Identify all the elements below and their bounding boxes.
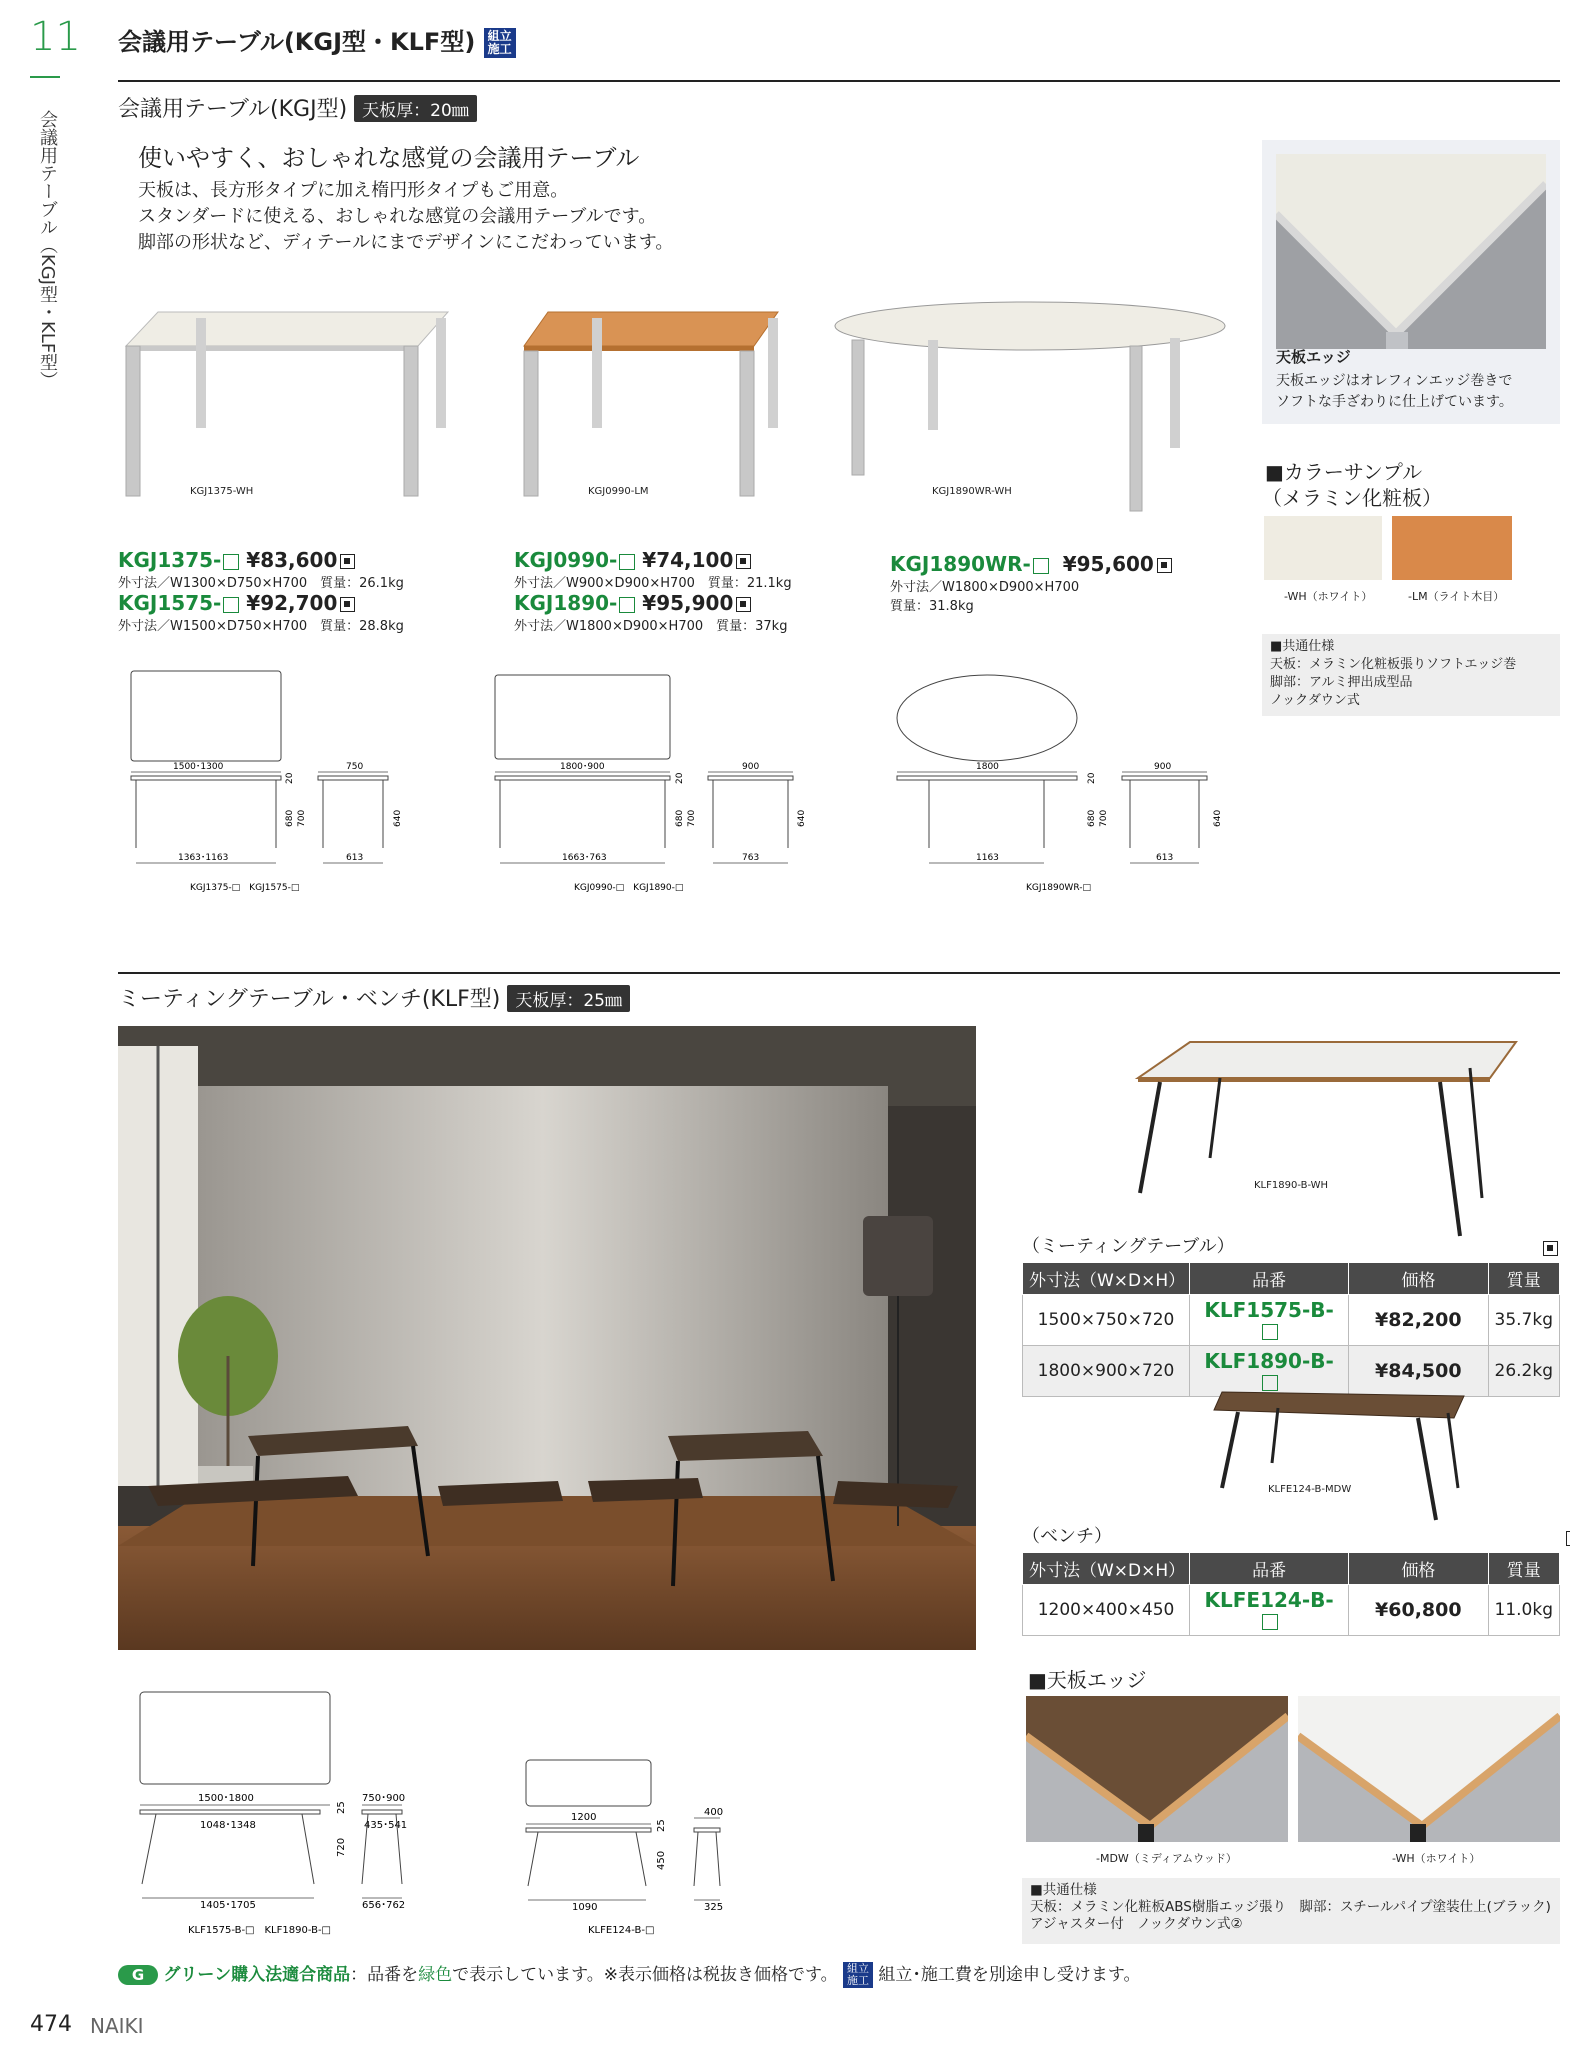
table-row [1023, 1585, 1560, 1636]
kgj-drawing-1 [128, 668, 428, 893]
dim-width: 1800 [976, 762, 999, 772]
common-line: 天板：メラミン化粧板張りソフトエッジ巻 [1270, 657, 1517, 672]
col-header: 価格 [1349, 1263, 1488, 1295]
photo-label: KGJ0990-LM [588, 486, 649, 497]
footer-note [118, 1960, 1141, 1988]
color-sample-title: ■カラーサンプル [1265, 460, 1423, 484]
kgj-desc-line: 天板は、長方形タイプに加え楕円形タイプもご用意。 [138, 180, 569, 201]
kgj-product-2 [514, 548, 792, 634]
common-title: ■共通仕様 [1270, 639, 1335, 654]
assembly-icon [340, 554, 355, 569]
dim-h1: 20 [1087, 772, 1097, 784]
edge-title: 天板エッジ [1276, 348, 1351, 366]
color-code-box [223, 554, 239, 570]
product-code: KGJ1890WR- [890, 552, 1031, 576]
col-header: 外寸法（W×D×H） [1023, 1553, 1190, 1585]
chapter-number: 11 [30, 14, 81, 60]
product-spec: 外寸法／W1300×D750×H700 質量：26.1kg [118, 576, 404, 591]
dim-base-width: 1663･763 [562, 853, 607, 863]
dim-h1: 20 [675, 772, 685, 784]
header-rule [118, 80, 1560, 82]
green-text: ：品番を [350, 1965, 419, 1985]
color-code-box [619, 554, 635, 570]
drawing-caption: KGJ1375-□ KGJ1575-□ [190, 883, 300, 893]
color-code-box [1033, 558, 1049, 574]
dim-h4: 640 [797, 809, 807, 827]
product-code: KGJ1575- [118, 591, 222, 615]
product-spec: 外寸法／W1500×D750×H700 質量：28.8kg [118, 619, 404, 634]
kgj-thickness-badge: 天板厚：20㎜ [354, 95, 477, 122]
color-code-box [619, 597, 635, 613]
dim-depth: 900 [1154, 762, 1172, 772]
klf-common-spec [1022, 1878, 1560, 1944]
cell-mass: 26.2kg [1488, 1346, 1560, 1397]
kgj-description [138, 178, 673, 256]
col-header: 品番 [1190, 1263, 1349, 1295]
common-line: ノックダウン式 [1270, 693, 1360, 708]
klf-table-drawing [128, 1688, 408, 1940]
bench-caption: （ベンチ） [1022, 1526, 1112, 1547]
chapter-underline [30, 76, 60, 78]
product-price: ¥95,600 [1062, 552, 1154, 576]
side-label: 会議用テーブル（KGJ型・KLF型） [37, 110, 58, 390]
product-spec: 外寸法／W900×D900×H700 質量：21.1kg [514, 576, 792, 591]
page-number: 474 [30, 2012, 72, 2037]
kgj1375-photo [118, 310, 458, 500]
klf-table-photo [1130, 1038, 1520, 1238]
kgj-product-3 [890, 552, 1172, 614]
dim-depth: 900 [742, 762, 760, 772]
product-price: ¥74,100 [642, 548, 734, 572]
swatch-label: -WH（ホワイト） [1284, 590, 1373, 603]
product-price: ¥95,900 [642, 591, 734, 615]
dim-inner: 1048･1348 [200, 1820, 256, 1831]
kgj-drawing-3 [894, 668, 1234, 893]
photo-label: KLF1890-B-WH [1254, 1180, 1329, 1191]
assembly-icon [1543, 1241, 1558, 1256]
dim-h2: 720 [336, 1837, 347, 1857]
dim-h1: 25 [336, 1801, 347, 1814]
drawing-caption: KLF1575-B-□ KLF1890-B-□ [188, 1925, 331, 1936]
dim-h3: 700 [297, 809, 307, 827]
product-price: ¥92,700 [246, 591, 338, 615]
product-spec: 外寸法／W1800×D900×H700 [890, 580, 1080, 595]
col-header: 価格 [1349, 1553, 1488, 1585]
kgj-desc-line: スタンダードに使える、おしゃれな感覚の会議用テーブルです。 [138, 206, 657, 227]
header-title [118, 22, 516, 58]
meeting-table-caption: （ミーティングテーブル） [1022, 1236, 1235, 1257]
dim-base-depth: 613 [346, 853, 364, 863]
kgj-drawing-2 [490, 668, 810, 893]
dim-base-depth: 763 [742, 853, 760, 863]
product-spec: 外寸法／W1800×D900×H700 質量：37kg [514, 619, 788, 634]
dim-depth: 400 [704, 1807, 724, 1818]
kgj-desc-line: 脚部の形状など、ディテールにまでデザインにこだわっています。 [138, 232, 674, 253]
drawing-caption: KGJ1890WR-□ [1026, 883, 1091, 893]
col-header: 質量 [1488, 1553, 1560, 1585]
photo-label: KGJ1890WR-WH [932, 486, 1012, 497]
dim-base-width: 1363･1163 [178, 853, 229, 863]
green-label: グリーン購入法適合商品 [163, 1965, 351, 1985]
dim-width: 1500･1300 [173, 762, 224, 772]
product-code: KGJ1375- [118, 548, 222, 572]
header-title-text: 会議用テーブル(KGJ型・KLF型) [118, 28, 476, 56]
photo-label: KGJ1375-WH [190, 486, 254, 497]
cell-price: ¥84,500 [1349, 1346, 1488, 1397]
dim-width: 1200 [571, 1812, 597, 1823]
swatch-wh [1264, 516, 1382, 580]
cell-size: 1500×750×720 [1023, 1295, 1190, 1346]
common-title: ■共通仕様 [1030, 1882, 1097, 1898]
green-text-2: で表示しています。※表示価格は税抜き価格です。 [452, 1965, 838, 1985]
product-spec: 質量：31.8kg [890, 599, 974, 614]
cell-mass: 35.7kg [1488, 1295, 1560, 1346]
dim-h2: 680 [285, 809, 295, 827]
product-code: KGJ0990- [514, 548, 618, 572]
product-code: KGJ1890- [514, 591, 618, 615]
dim-h2: 680 [675, 809, 685, 827]
drawing-caption: KGJ0990-□ KGJ1890-□ [574, 883, 684, 893]
drawing-caption: KLFE124-B-□ [588, 1925, 655, 1936]
klf-scene-photo [118, 1026, 976, 1650]
dim-width: 1800･900 [560, 762, 605, 772]
bench-spec [1022, 1552, 1560, 1636]
product-price: ¥83,600 [246, 548, 338, 572]
header-badge: 組立施工 [484, 28, 516, 58]
dim-base-depth: 325 [704, 1902, 724, 1913]
kgj-title-text: 会議用テーブル(KGJ型) [118, 97, 348, 122]
cell-mass: 11.0kg [1488, 1585, 1560, 1636]
dim-base-width: 1163 [976, 853, 999, 863]
kgj-product-1 [118, 548, 404, 634]
brand-name: NAIKI [90, 2014, 144, 2038]
col-header: 品番 [1190, 1553, 1349, 1585]
dim-h4: 640 [1213, 809, 1223, 827]
assembly-badge: 組立施工 [843, 1962, 873, 1988]
cell-size: 1800×900×720 [1023, 1346, 1190, 1397]
kgj-section-title [118, 92, 477, 123]
edge-mdw-photo [1026, 1696, 1288, 1842]
col-header: 質量 [1488, 1263, 1560, 1295]
dim-base-depth: 613 [1156, 853, 1174, 863]
edge-label: -MDW（ミディアムウッド） [1096, 1852, 1237, 1865]
cell-code: KLF1575-B- [1190, 1295, 1349, 1346]
dim-h1: 25 [656, 1819, 667, 1832]
edge-wh-photo [1298, 1696, 1560, 1842]
klf-title-text: ミーティングテーブル・ベンチ(KLF型) [118, 987, 501, 1012]
edge-detail-photo [1276, 154, 1546, 349]
cell-code: KLFE124-B- [1190, 1585, 1349, 1636]
green-word: 緑色 [418, 1965, 453, 1985]
cell-price: ¥82,200 [1349, 1295, 1488, 1346]
dim-inner-depth: 435･541 [364, 1820, 408, 1831]
common-line: アジャスター付 ノックダウン式② [1030, 1916, 1243, 1932]
dim-depth: 750･900 [362, 1793, 406, 1804]
edge-label: -WH（ホワイト） [1392, 1852, 1481, 1865]
klf-rule [118, 972, 1560, 974]
dim-h3: 700 [687, 809, 697, 827]
dim-h3: 700 [1099, 809, 1109, 827]
meeting-table-spec [1022, 1262, 1560, 1397]
klf-thickness-badge: 天板厚：25㎜ [507, 985, 630, 1012]
assembly-icon [736, 554, 751, 569]
dim-base-width: 1405･1705 [200, 1900, 256, 1911]
klf-edge-title: ■天板エッジ [1028, 1668, 1147, 1692]
assembly-icon [340, 597, 355, 612]
swatch-lm [1392, 516, 1512, 580]
kgj0990-photo [516, 310, 786, 500]
klf-bench-drawing [516, 1756, 746, 1940]
color-code-box [223, 597, 239, 613]
cell-price: ¥60,800 [1349, 1585, 1488, 1636]
common-line: 天板：メラミン化粧板ABS樹脂エッジ張り 脚部：スチールパイプ塗装仕上(ブラック) [1030, 1899, 1551, 1915]
swatch-label: -LM（ライト木目） [1408, 590, 1505, 603]
photo-label: KLFE124-B-MDW [1268, 1484, 1352, 1495]
klf-bench-photo [1208, 1388, 1468, 1528]
cell-size: 1200×400×450 [1023, 1585, 1190, 1636]
common-line: 脚部：アルミ押出成型品 [1270, 675, 1413, 690]
assembly-icon [1157, 558, 1172, 573]
kgj1890wr-photo [830, 300, 1230, 520]
assembly-icon [736, 597, 751, 612]
kgj-edge-box [1262, 140, 1560, 424]
edge-desc-line: ソフトな手ざわりに仕上げています。 [1276, 394, 1513, 410]
dim-depth: 750 [346, 762, 364, 772]
color-sample-sub: （メラミン化粧板） [1262, 486, 1442, 510]
assembly-icon [1566, 1531, 1570, 1546]
dim-base-depth: 656･762 [362, 1900, 406, 1911]
col-header: 外寸法（W×D×H） [1023, 1263, 1190, 1295]
edge-desc-line: 天板エッジはオレフィンエッジ巻きで [1276, 373, 1513, 389]
dim-width: 1500･1800 [198, 1793, 254, 1804]
dim-h2: 450 [656, 1850, 667, 1870]
green-mark-icon: G [118, 1965, 158, 1985]
klf-section-title [118, 982, 630, 1013]
assembly-text: 組立･施工費を別途申し受けます。 [878, 1965, 1141, 1985]
dim-h4: 640 [393, 809, 403, 827]
kgj-headline: 使いやすく、おしゃれな感覚の会議用テーブル [138, 144, 640, 172]
dim-base-width: 1090 [572, 1902, 598, 1913]
table-row [1023, 1295, 1560, 1346]
dim-h2: 680 [1087, 809, 1097, 827]
kgj-common-spec [1262, 634, 1560, 716]
dim-h1: 20 [285, 772, 295, 784]
cell-code: KLF1890-B- [1190, 1346, 1349, 1397]
